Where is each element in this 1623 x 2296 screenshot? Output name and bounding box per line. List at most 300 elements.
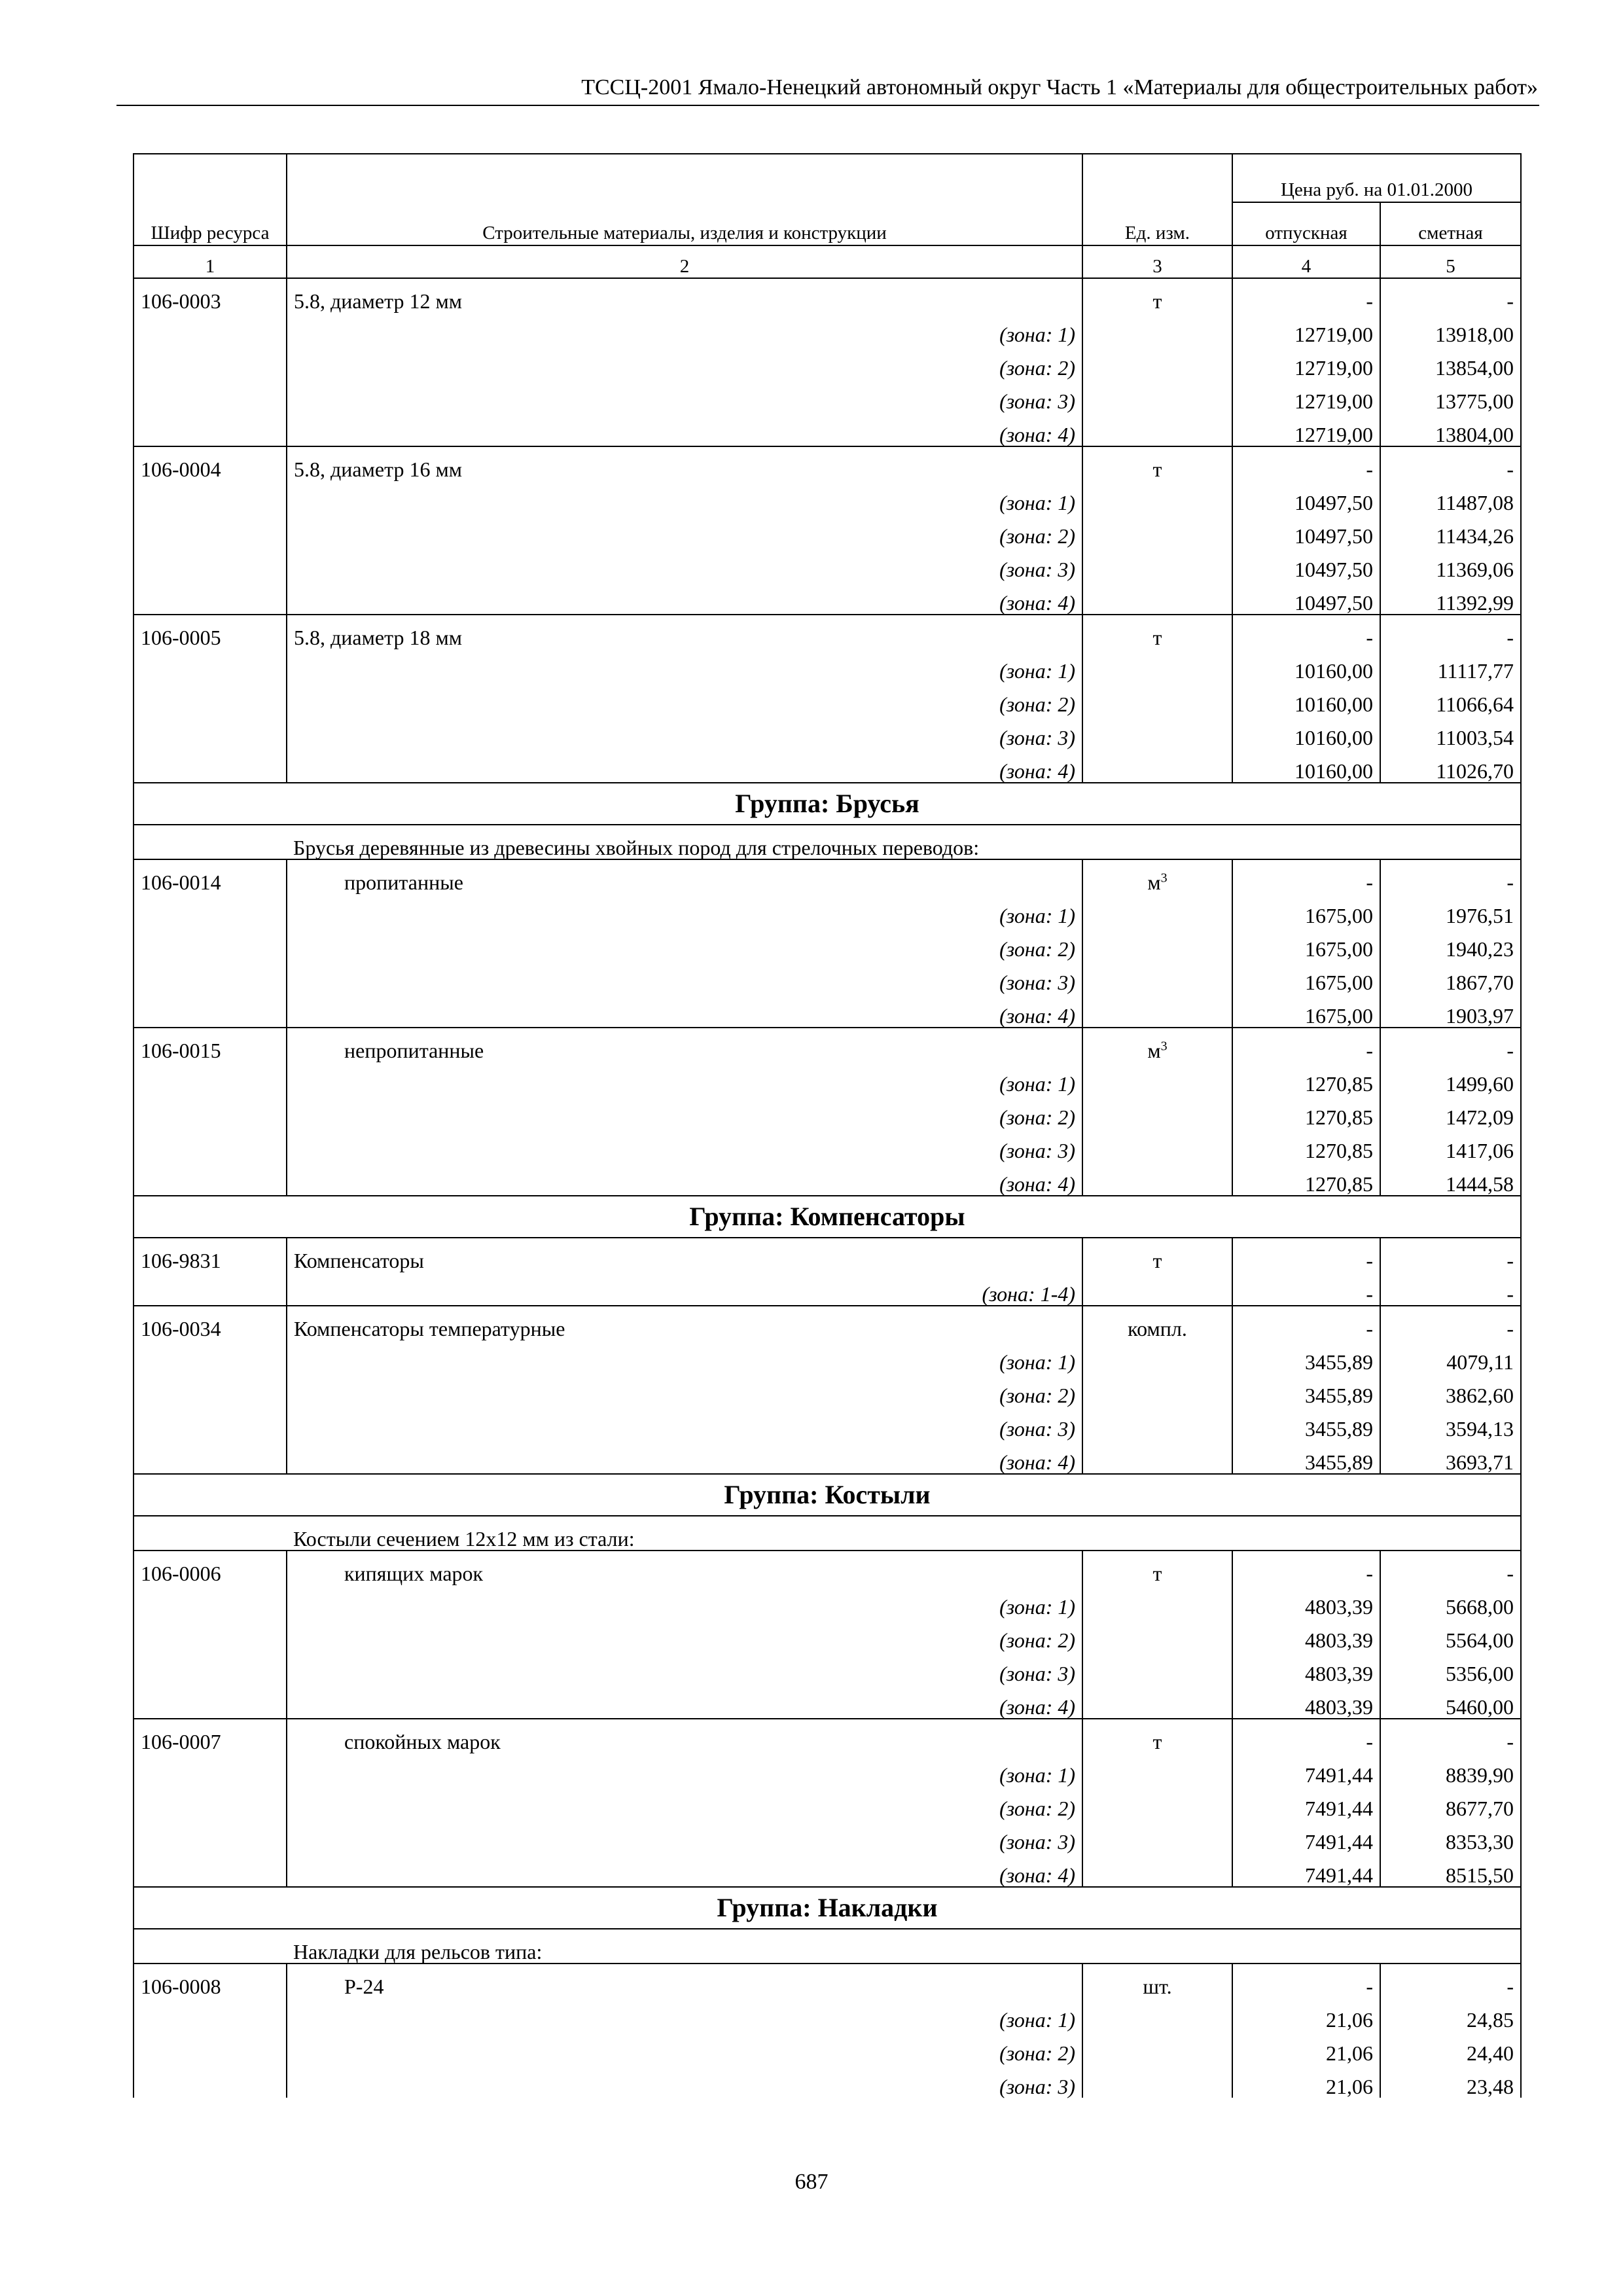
empty-cell — [134, 1786, 287, 1820]
col-header-price: Цена руб. на 01.01.2000 — [1232, 154, 1521, 202]
col-header-code: Шифр ресурса — [134, 154, 287, 245]
estimate-price: 8515,50 — [1380, 1853, 1521, 1887]
unit-cell — [1082, 446, 1232, 480]
empty-cell — [134, 825, 287, 859]
release-price: 3455,89 — [1232, 1407, 1380, 1440]
empty-cell — [1082, 1853, 1232, 1887]
zone-label: (зона: 4) — [287, 412, 1082, 446]
page-number: 687 — [794, 2170, 829, 2194]
unit-text: шт. — [1143, 1975, 1172, 1998]
empty-cell — [1082, 1618, 1232, 1651]
empty-cell — [134, 893, 287, 927]
resource-row — [134, 859, 1521, 893]
zone-label: (зона: 2) — [287, 1373, 1082, 1407]
resource-row — [134, 1964, 1521, 1998]
release-price: 1675,00 — [1232, 994, 1380, 1028]
zone-row — [134, 1440, 1521, 1474]
estimate-price: - — [1380, 1272, 1521, 1306]
estimate-price: - — [1380, 1964, 1521, 1998]
empty-cell — [1082, 994, 1232, 1028]
empty-cell — [134, 715, 287, 749]
unit-cell — [1082, 859, 1232, 893]
zone-row — [134, 715, 1521, 749]
release-price: 10160,00 — [1232, 682, 1380, 715]
release-price: 1270,85 — [1232, 1095, 1380, 1128]
unit-text: т — [1152, 1730, 1162, 1753]
estimate-price: - — [1380, 1306, 1521, 1340]
empty-cell — [134, 1753, 287, 1786]
empty-cell — [134, 379, 287, 412]
group-row — [134, 783, 1521, 825]
resource-row — [134, 615, 1521, 649]
estimate-price: 5356,00 — [1380, 1651, 1521, 1685]
zone-row — [134, 346, 1521, 379]
empty-cell — [134, 994, 287, 1028]
zone-row — [134, 1162, 1521, 1196]
empty-cell — [1082, 547, 1232, 581]
zone-label: (зона: 1) — [287, 1585, 1082, 1618]
empty-cell — [1082, 581, 1232, 615]
empty-cell — [134, 927, 287, 960]
estimate-price: 24,40 — [1380, 2031, 1521, 2064]
estimate-price: 1867,70 — [1380, 960, 1521, 994]
zone-label: (зона: 1-4) — [287, 1272, 1082, 1306]
unit-cell — [1082, 1964, 1232, 1998]
resource-name: Компенсаторы — [287, 1238, 1082, 1272]
release-price: 4803,39 — [1232, 1651, 1380, 1685]
estimate-price: 3594,13 — [1380, 1407, 1521, 1440]
estimate-price: 5460,00 — [1380, 1685, 1521, 1719]
col-header-unit: Ед. изм. — [1082, 154, 1232, 245]
estimate-price: 11066,64 — [1380, 682, 1521, 715]
zone-row — [134, 581, 1521, 615]
unit-cell — [1082, 1238, 1232, 1272]
zone-row — [134, 927, 1521, 960]
unit-text: м — [1147, 1039, 1161, 1062]
release-price: - — [1232, 1028, 1380, 1062]
unit-superscript: 3 — [1160, 1039, 1168, 1054]
zone-row — [134, 1128, 1521, 1162]
estimate-price: 5564,00 — [1380, 1618, 1521, 1651]
empty-cell — [134, 682, 287, 715]
resource-row — [134, 1306, 1521, 1340]
unit-superscript: 3 — [1160, 870, 1168, 886]
subheading-row — [134, 1929, 1521, 1964]
zone-label: (зона: 2) — [287, 1618, 1082, 1651]
zone-label: (зона: 4) — [287, 994, 1082, 1028]
resource-name: 5.8, диаметр 18 мм — [287, 615, 1082, 649]
release-price: 3455,89 — [1232, 1440, 1380, 1474]
estimate-price: 11003,54 — [1380, 715, 1521, 749]
estimate-price: 3862,60 — [1380, 1373, 1521, 1407]
empty-cell — [1082, 1786, 1232, 1820]
zone-label: (зона: 2) — [287, 682, 1082, 715]
resource-code: 106-0004 — [134, 446, 287, 480]
estimate-price: - — [1380, 859, 1521, 893]
zone-row — [134, 1853, 1521, 1887]
empty-cell — [134, 1929, 287, 1964]
release-price: - — [1232, 446, 1380, 480]
resource-name: 5.8, диаметр 16 мм — [287, 446, 1082, 480]
release-price: 10497,50 — [1232, 480, 1380, 514]
zone-label: (зона: 1) — [287, 1062, 1082, 1095]
estimate-price: - — [1380, 278, 1521, 312]
empty-cell — [1082, 715, 1232, 749]
zone-label: (зона: 3) — [287, 1407, 1082, 1440]
empty-cell — [134, 514, 287, 547]
empty-cell — [134, 581, 287, 615]
group-row — [134, 1887, 1521, 1929]
empty-cell — [134, 1585, 287, 1618]
resource-name: кипящих марок — [287, 1551, 1082, 1585]
estimate-price: 11369,06 — [1380, 547, 1521, 581]
unit-text: т — [1152, 457, 1162, 481]
empty-cell — [1082, 1820, 1232, 1853]
resource-code: 106-0034 — [134, 1306, 287, 1340]
unit-text: т — [1152, 289, 1162, 313]
unit-cell — [1082, 1306, 1232, 1340]
zone-row — [134, 682, 1521, 715]
estimate-price: - — [1380, 615, 1521, 649]
zone-row — [134, 312, 1521, 346]
zone-row — [134, 1373, 1521, 1407]
table-header — [134, 154, 1521, 278]
empty-cell — [1082, 1162, 1232, 1196]
zone-row — [134, 1998, 1521, 2031]
col-number: 1 — [134, 245, 287, 278]
group-row — [134, 1196, 1521, 1238]
unit-text: т — [1152, 626, 1162, 649]
group-row — [134, 1474, 1521, 1516]
estimate-price: - — [1380, 446, 1521, 480]
empty-cell — [134, 412, 287, 446]
zone-label: (зона: 4) — [287, 1685, 1082, 1719]
estimate-price: 13804,00 — [1380, 412, 1521, 446]
empty-cell — [134, 1162, 287, 1196]
release-price: 10497,50 — [1232, 581, 1380, 615]
unit-text: м — [1147, 870, 1161, 894]
empty-cell — [1082, 514, 1232, 547]
empty-cell — [1082, 1373, 1232, 1407]
empty-cell — [134, 312, 287, 346]
release-price: 4803,39 — [1232, 1685, 1380, 1719]
group-title: Группа: Компенсаторы — [134, 1196, 1521, 1238]
release-price: - — [1232, 1964, 1380, 1998]
zone-label: (зона: 1) — [287, 1998, 1082, 2031]
release-price: 10497,50 — [1232, 547, 1380, 581]
group-title: Группа: Накладки — [134, 1887, 1521, 1929]
empty-cell — [1082, 927, 1232, 960]
estimate-price: - — [1380, 1551, 1521, 1585]
header-rule — [116, 105, 1539, 106]
zone-row — [134, 994, 1521, 1028]
zone-row — [134, 1753, 1521, 1786]
release-price: 1675,00 — [1232, 893, 1380, 927]
unit-cell — [1082, 1028, 1232, 1062]
empty-cell — [134, 1128, 287, 1162]
estimate-price: - — [1380, 1028, 1521, 1062]
unit-cell — [1082, 1719, 1232, 1753]
empty-cell — [134, 1062, 287, 1095]
table-body — [134, 278, 1521, 2098]
release-price: 1270,85 — [1232, 1162, 1380, 1196]
release-price: 3455,89 — [1232, 1373, 1380, 1407]
empty-cell — [1082, 1998, 1232, 2031]
empty-cell — [134, 1407, 287, 1440]
estimate-price: 11026,70 — [1380, 749, 1521, 783]
resource-name: непропитанные — [287, 1028, 1082, 1062]
empty-cell — [134, 1516, 287, 1551]
zone-row — [134, 1618, 1521, 1651]
empty-cell — [134, 749, 287, 783]
resource-row — [134, 446, 1521, 480]
col-header-estimate: сметная — [1380, 202, 1521, 245]
empty-cell — [1082, 1685, 1232, 1719]
release-price: 1270,85 — [1232, 1062, 1380, 1095]
release-price: - — [1232, 278, 1380, 312]
col-number: 2 — [287, 245, 1082, 278]
release-price: - — [1232, 1306, 1380, 1340]
empty-cell — [1082, 2031, 1232, 2064]
zone-label: (зона: 2) — [287, 1095, 1082, 1128]
release-price: 10497,50 — [1232, 514, 1380, 547]
zone-label: (зона: 2) — [287, 2031, 1082, 2064]
zone-label: (зона: 4) — [287, 1853, 1082, 1887]
zone-row — [134, 1340, 1521, 1373]
empty-cell — [1082, 1128, 1232, 1162]
release-price: 1675,00 — [1232, 960, 1380, 994]
resource-code: 106-0007 — [134, 1719, 287, 1753]
resource-code: 106-0006 — [134, 1551, 287, 1585]
resource-row — [134, 1238, 1521, 1272]
empty-cell — [134, 1998, 287, 2031]
estimate-price: 13918,00 — [1380, 312, 1521, 346]
zone-row — [134, 1407, 1521, 1440]
empty-cell — [134, 1651, 287, 1685]
zone-label: (зона: 3) — [287, 1820, 1082, 1853]
zone-row — [134, 960, 1521, 994]
empty-cell — [1082, 1272, 1232, 1306]
subheading-row — [134, 1516, 1521, 1551]
unit-text: компл. — [1128, 1317, 1187, 1340]
empty-cell — [1082, 649, 1232, 682]
empty-cell — [1082, 749, 1232, 783]
estimate-price: 1417,06 — [1380, 1128, 1521, 1162]
zone-row — [134, 2064, 1521, 2098]
release-price: - — [1232, 1272, 1380, 1306]
release-price: - — [1232, 615, 1380, 649]
estimate-price: 24,85 — [1380, 1998, 1521, 2031]
unit-cell — [1082, 1551, 1232, 1585]
zone-row — [134, 514, 1521, 547]
estimate-price: 1499,60 — [1380, 1062, 1521, 1095]
release-price: 12719,00 — [1232, 379, 1380, 412]
col-header-name: Строительные материалы, изделия и конструкции — [287, 154, 1082, 245]
estimate-price: 13775,00 — [1380, 379, 1521, 412]
release-price: 10160,00 — [1232, 715, 1380, 749]
release-price: - — [1232, 859, 1380, 893]
zone-label: (зона: 1) — [287, 649, 1082, 682]
empty-cell — [1082, 1440, 1232, 1474]
zone-label: (зона: 3) — [287, 1651, 1082, 1685]
resource-code: 106-0008 — [134, 1964, 287, 1998]
resource-row — [134, 1551, 1521, 1585]
estimate-price: 11117,77 — [1380, 649, 1521, 682]
empty-cell — [1082, 379, 1232, 412]
empty-cell — [134, 1853, 287, 1887]
zone-label: (зона: 3) — [287, 960, 1082, 994]
empty-cell — [134, 1340, 287, 1373]
empty-cell — [134, 960, 287, 994]
empty-cell — [134, 1272, 287, 1306]
release-price: 3455,89 — [1232, 1340, 1380, 1373]
empty-cell — [134, 1820, 287, 1853]
estimate-price: 1903,97 — [1380, 994, 1521, 1028]
zone-label: (зона: 2) — [287, 927, 1082, 960]
release-price: - — [1232, 1238, 1380, 1272]
release-price: 21,06 — [1232, 1998, 1380, 2031]
estimate-price: 1472,09 — [1380, 1095, 1521, 1128]
release-price: 1675,00 — [1232, 927, 1380, 960]
zone-row — [134, 749, 1521, 783]
price-table — [133, 153, 1522, 2098]
resource-code: 106-0005 — [134, 615, 287, 649]
estimate-price: 4079,11 — [1380, 1340, 1521, 1373]
empty-cell — [1082, 1095, 1232, 1128]
zone-label: (зона: 3) — [287, 715, 1082, 749]
empty-cell — [134, 1685, 287, 1719]
release-price: 21,06 — [1232, 2031, 1380, 2064]
estimate-price: 13854,00 — [1380, 346, 1521, 379]
zone-row — [134, 1062, 1521, 1095]
subheading-text: Костыли сечением 12х12 мм из стали: — [287, 1516, 1521, 1551]
estimate-price: 3693,71 — [1380, 1440, 1521, 1474]
release-price: 1270,85 — [1232, 1128, 1380, 1162]
resource-name: спокойных марок — [287, 1719, 1082, 1753]
release-price: 21,06 — [1232, 2064, 1380, 2098]
unit-text: т — [1152, 1562, 1162, 1585]
resource-code: 106-0003 — [134, 278, 287, 312]
zone-label: (зона: 1) — [287, 480, 1082, 514]
group-title: Группа: Брусья — [134, 783, 1521, 825]
empty-cell — [1082, 960, 1232, 994]
resource-name: 5.8, диаметр 12 мм — [287, 278, 1082, 312]
zone-label: (зона: 2) — [287, 1786, 1082, 1820]
zone-label: (зона: 3) — [287, 1128, 1082, 1162]
zone-label: (зона: 1) — [287, 1340, 1082, 1373]
empty-cell — [1082, 346, 1232, 379]
zone-label: (зона: 4) — [287, 749, 1082, 783]
col-number: 3 — [1082, 245, 1232, 278]
estimate-price: 8677,70 — [1380, 1786, 1521, 1820]
release-price: 12719,00 — [1232, 346, 1380, 379]
empty-cell — [134, 346, 287, 379]
zone-row — [134, 379, 1521, 412]
zone-label: (зона: 3) — [287, 2064, 1082, 2098]
estimate-price: 1940,23 — [1380, 927, 1521, 960]
estimate-price: - — [1380, 1238, 1521, 1272]
empty-cell — [134, 649, 287, 682]
resource-name: Компенсаторы температурные — [287, 1306, 1082, 1340]
empty-cell — [134, 480, 287, 514]
resource-row — [134, 1028, 1521, 1062]
empty-cell — [134, 1373, 287, 1407]
subheading-text: Брусья деревянные из древесины хвойных пород для стрелочных переводов: — [287, 825, 1521, 859]
zone-label: (зона: 4) — [287, 1440, 1082, 1474]
unit-cell — [1082, 615, 1232, 649]
release-price: 4803,39 — [1232, 1585, 1380, 1618]
zone-row — [134, 2031, 1521, 2064]
col-header-release: отпускная — [1232, 202, 1380, 245]
empty-cell — [134, 1095, 287, 1128]
column-numbers-row — [134, 245, 1521, 278]
zone-row — [134, 1786, 1521, 1820]
release-price: 12719,00 — [1232, 312, 1380, 346]
zone-row — [134, 649, 1521, 682]
resource-code: 106-0015 — [134, 1028, 287, 1062]
resource-code: 106-9831 — [134, 1238, 287, 1272]
zone-label: (зона: 3) — [287, 547, 1082, 581]
empty-cell — [1082, 682, 1232, 715]
release-price: 7491,44 — [1232, 1786, 1380, 1820]
empty-cell — [1082, 1651, 1232, 1685]
zone-row — [134, 1685, 1521, 1719]
zone-label: (зона: 2) — [287, 346, 1082, 379]
empty-cell — [1082, 1407, 1232, 1440]
empty-cell — [1082, 2064, 1232, 2098]
zone-row — [134, 1272, 1521, 1306]
subheading-row — [134, 825, 1521, 859]
empty-cell — [134, 2064, 287, 2098]
estimate-price: 11487,08 — [1380, 480, 1521, 514]
empty-cell — [134, 1618, 287, 1651]
zone-label: (зона: 1) — [287, 1753, 1082, 1786]
zone-row — [134, 1651, 1521, 1685]
zone-label: (зона: 2) — [287, 514, 1082, 547]
empty-cell — [1082, 1340, 1232, 1373]
col-number: 4 — [1232, 245, 1380, 278]
col-number: 5 — [1380, 245, 1521, 278]
resource-row — [134, 278, 1521, 312]
unit-cell — [1082, 278, 1232, 312]
empty-cell — [134, 547, 287, 581]
zone-row — [134, 412, 1521, 446]
empty-cell — [134, 1440, 287, 1474]
empty-cell — [1082, 412, 1232, 446]
zone-label: (зона: 1) — [287, 893, 1082, 927]
release-price: 7491,44 — [1232, 1753, 1380, 1786]
release-price: 7491,44 — [1232, 1820, 1380, 1853]
zone-label: (зона: 1) — [287, 312, 1082, 346]
zone-label: (зона: 3) — [287, 379, 1082, 412]
zone-label: (зона: 4) — [287, 1162, 1082, 1196]
empty-cell — [1082, 1062, 1232, 1095]
unit-text: т — [1152, 1249, 1162, 1272]
estimate-price: 23,48 — [1380, 2064, 1521, 2098]
subheading-text: Накладки для рельсов типа: — [287, 1929, 1521, 1964]
zone-row — [134, 893, 1521, 927]
estimate-price: 8353,30 — [1380, 1820, 1521, 1853]
group-title: Группа: Костыли — [134, 1474, 1521, 1516]
estimate-price: 8839,90 — [1380, 1753, 1521, 1786]
release-price: 7491,44 — [1232, 1853, 1380, 1887]
empty-cell — [1082, 480, 1232, 514]
estimate-price: 1444,58 — [1380, 1162, 1521, 1196]
release-price: - — [1232, 1551, 1380, 1585]
empty-cell — [1082, 1753, 1232, 1786]
release-price: 12719,00 — [1232, 412, 1380, 446]
estimate-price: - — [1380, 1719, 1521, 1753]
